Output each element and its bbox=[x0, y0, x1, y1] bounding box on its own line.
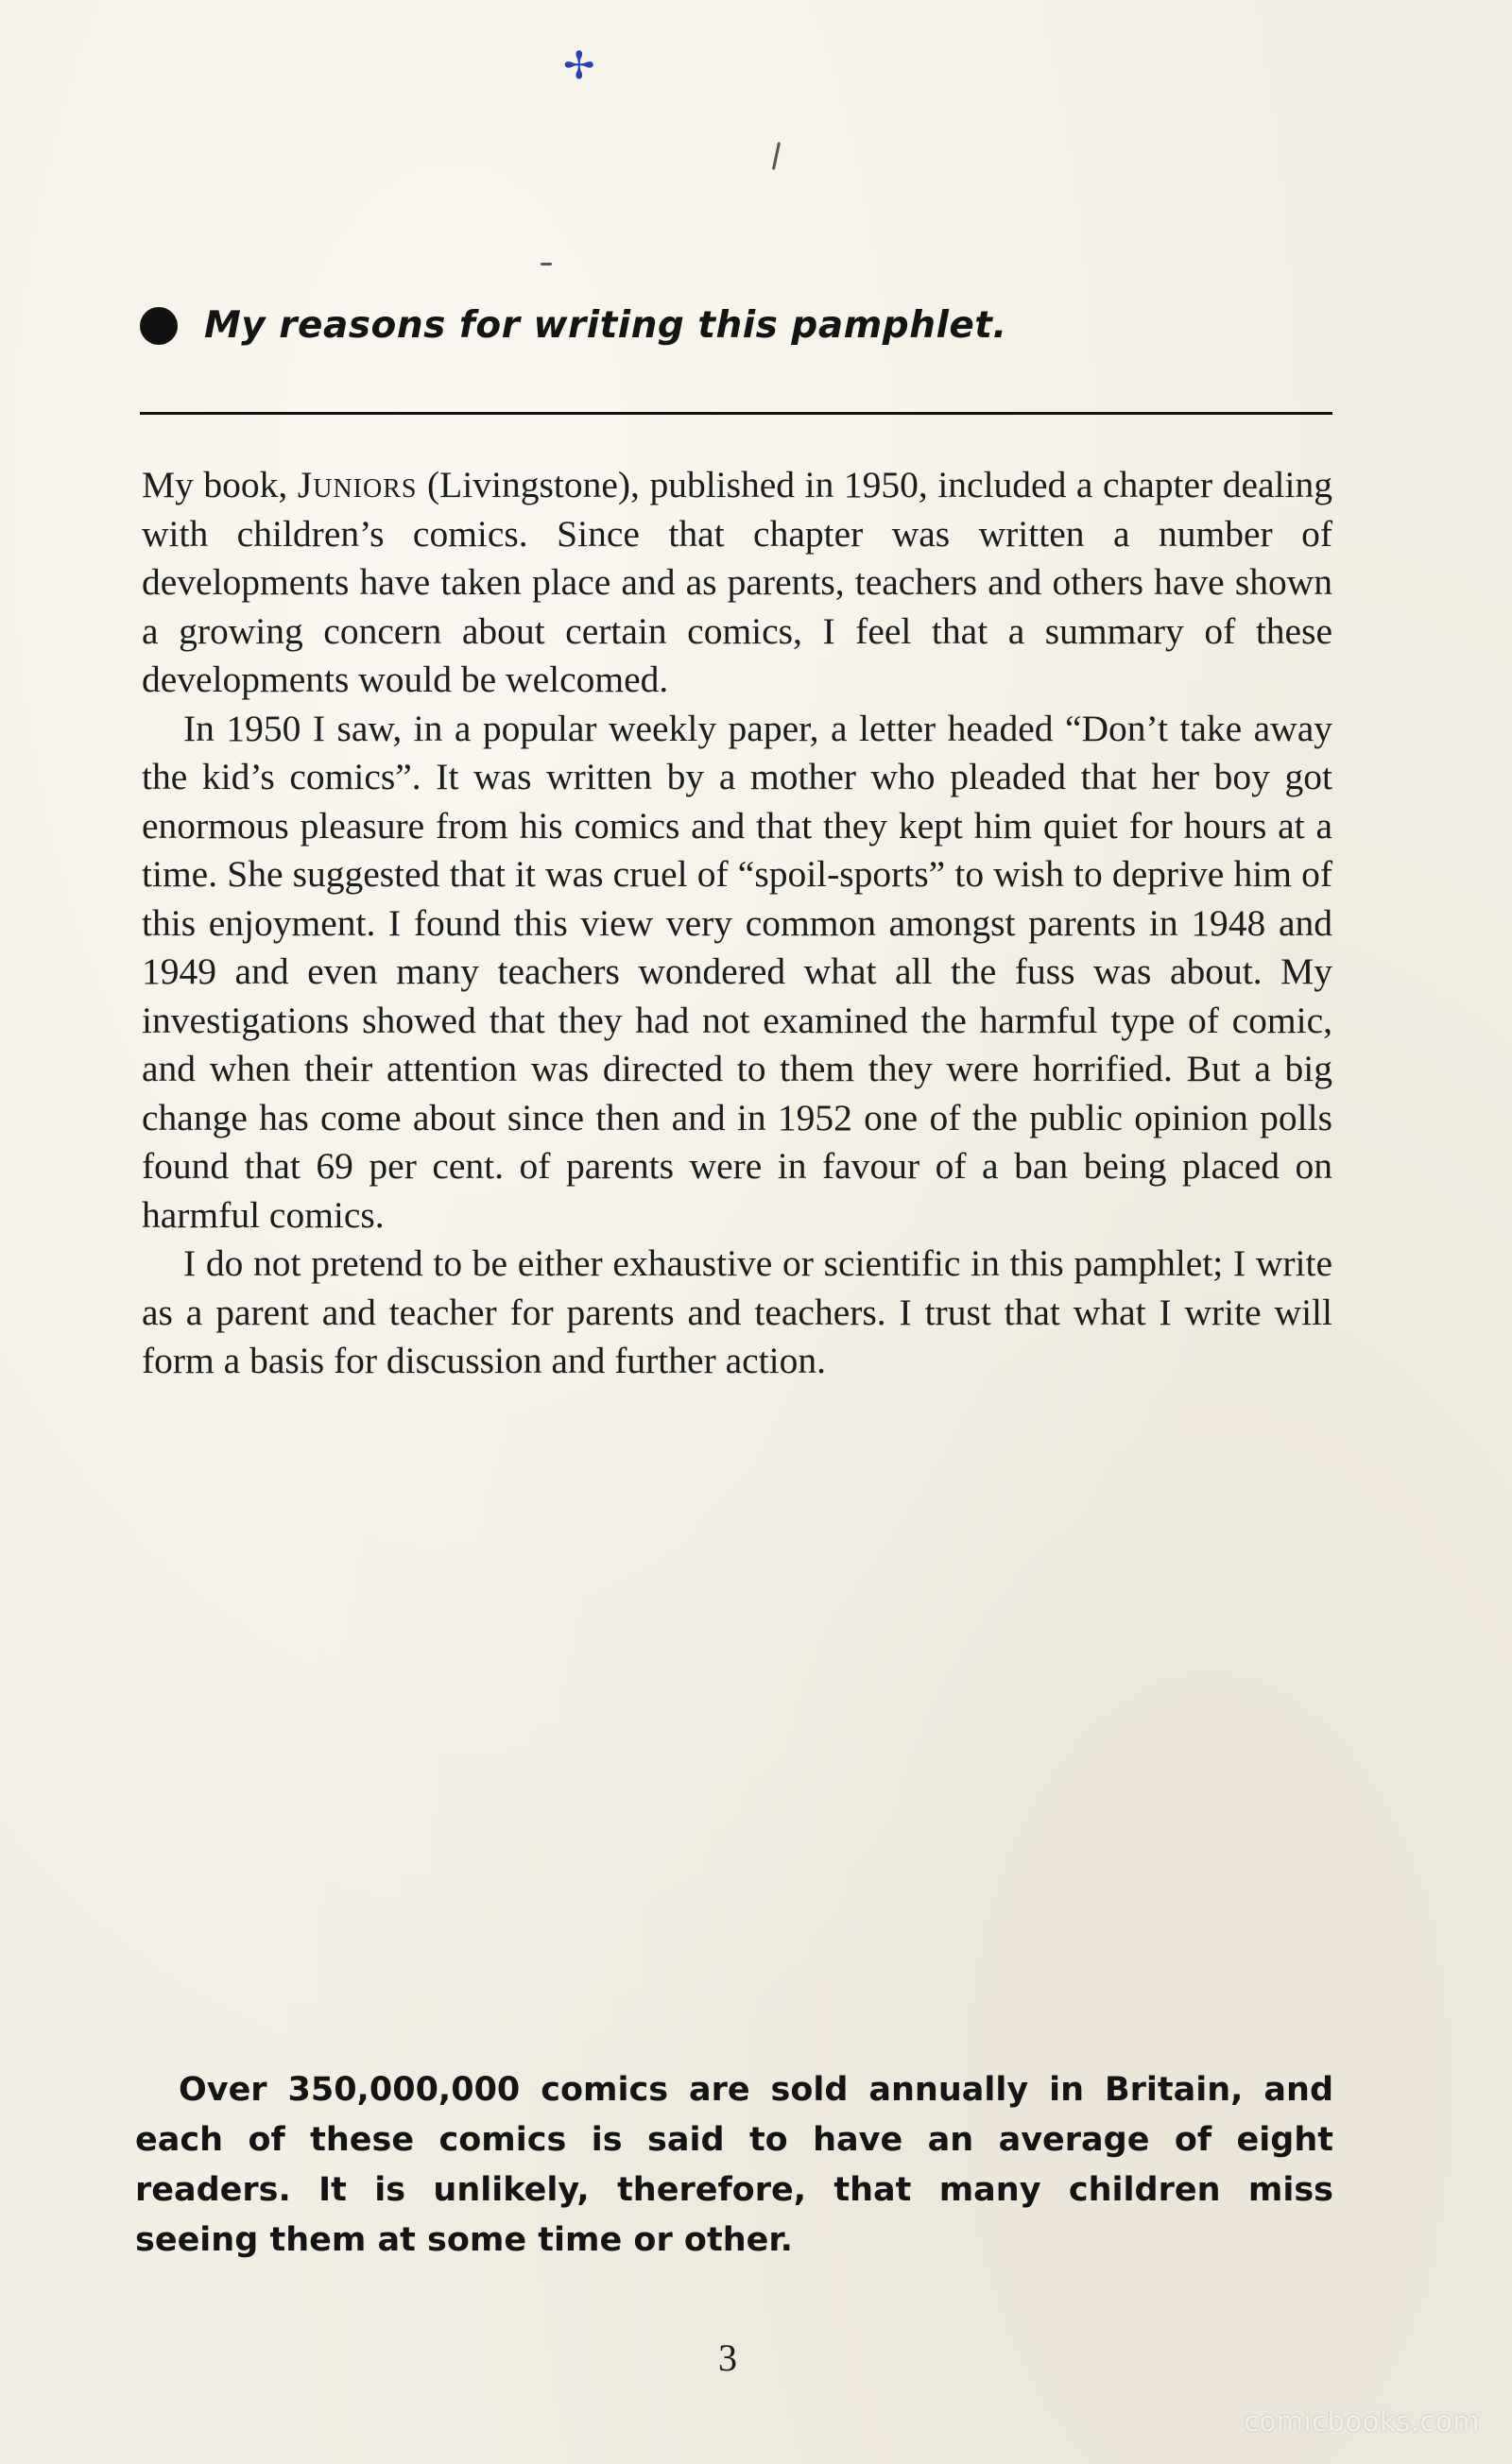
paragraph-1-start: My book, bbox=[142, 464, 298, 505]
paragraph-1-rest: (Livingstone), published in 1950, included a chapter dealing with children’s comics. Since that chapter was written a number of developments have taken place and as parents, teachers and others have shown a growing concern about certain comics, I feel that a summary of these developments would be welcomed. bbox=[142, 464, 1333, 700]
site-watermark: comicbooks.com bbox=[1244, 2405, 1480, 2438]
ink-mark: ✢ bbox=[563, 44, 595, 88]
book-title: Juniors bbox=[297, 464, 418, 505]
body-text bbox=[142, 461, 1332, 1386]
paragraph-1 bbox=[142, 461, 1332, 705]
heading-title: My reasons for writing this pamphlet. bbox=[204, 304, 1007, 347]
heading-rule bbox=[140, 412, 1332, 415]
callout-text: Over 350,000,000 comics are sold annually in Britain, and each of these comics is said to have an average of eight readers. It is unlikely, therefore, that many children miss seeing them at some time or other. bbox=[135, 2071, 1333, 2259]
paper-speck bbox=[772, 142, 781, 170]
statistic-callout bbox=[135, 2065, 1333, 2266]
paragraph-3: I do not pretend to be either exhaustive or scientific in this pamphlet; I write as a parent and teacher for parents and teachers. I trust that what I write will form a basis for discussion and further action. bbox=[142, 1242, 1332, 1381]
bullet-icon bbox=[140, 307, 178, 345]
section-heading bbox=[140, 304, 1007, 347]
paper-speck bbox=[541, 263, 552, 265]
paragraph-2: In 1950 I saw, in a popular weekly paper, a letter headed “Don’t take away the kid’s comics”. It was written by a mother who pleaded that her boy got enormous pleasure from his comics and that they kept him quiet for hours at a time. She suggested that it was cruel of “spoil-sports” to wish to deprive him of this enjoyment. I found this view very common amongst parents in 1948 and 1949 and even many teachers wondered what all the fuss was about. My investigations showed that they had not examined the harmful type of comic, and when their attention was directed to them they were horrified. But a big change has come about since then and in 1952 one of the public opinion polls found that 69 per cent. of parents were in favour of a ban being placed on harmful comics. bbox=[142, 707, 1332, 1236]
page-number: 3 bbox=[718, 2336, 737, 2379]
